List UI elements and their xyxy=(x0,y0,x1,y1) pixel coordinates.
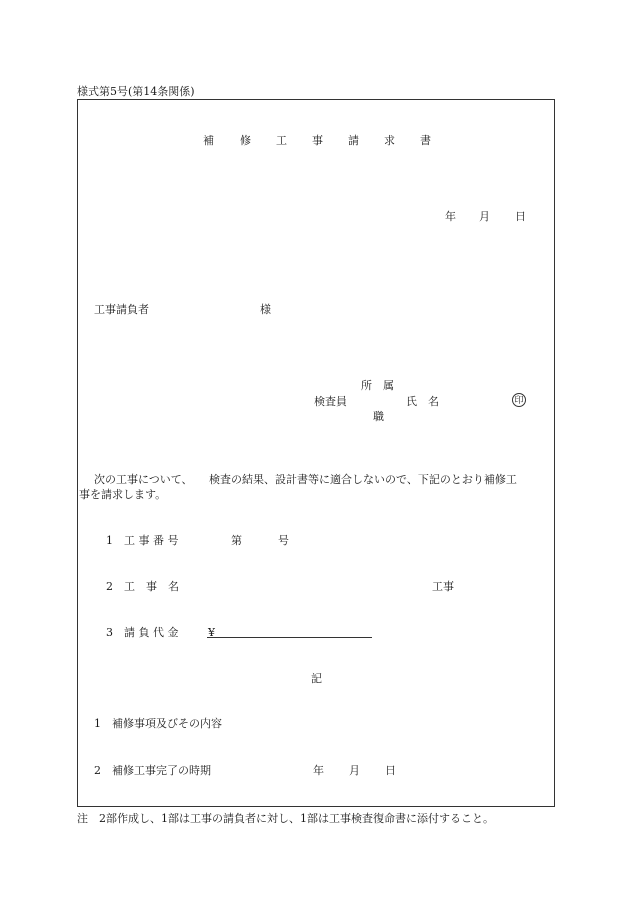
form-number-label: 様式第5号(第14条関係) xyxy=(77,85,195,98)
item1-label: 工 事 番 号 xyxy=(124,534,179,547)
seal-mark: 印 xyxy=(512,393,526,407)
body-text-line1: 次の工事について、 検査の結果、設計書等に適合しないので、下記のとおり補修工 xyxy=(94,473,517,486)
detail1-label: 補修事項及びその内容 xyxy=(112,717,222,730)
form-frame xyxy=(77,99,555,807)
title-char: 事 xyxy=(312,134,323,147)
item2-number: 2 xyxy=(106,580,113,593)
date-year: 年 xyxy=(445,210,456,223)
detail1-number: 1 xyxy=(94,717,101,730)
ki-heading: 記 xyxy=(311,672,322,685)
inspector-position: 職 xyxy=(373,410,384,423)
detail2-day: 日 xyxy=(385,764,396,777)
item3-number: 3 xyxy=(106,626,113,639)
detail2-number: 2 xyxy=(94,764,101,777)
inspector-label: 検査員 xyxy=(314,395,347,408)
detail2-month: 月 xyxy=(349,764,360,777)
inspector-affiliation: 所 属 xyxy=(361,379,394,392)
title-char: 請 xyxy=(348,134,359,147)
item1-number: 1 xyxy=(106,534,113,547)
item2-suffix: 工事 xyxy=(432,580,454,593)
date-day: 日 xyxy=(515,210,526,223)
inspector-name-label: 氏 名 xyxy=(406,395,439,408)
detail2-label: 補修工事完了の時期 xyxy=(112,764,211,777)
item3-label: 請 負 代 金 xyxy=(124,626,179,639)
item1-go: 号 xyxy=(278,534,289,547)
body-text-line2: 事を請求します。 xyxy=(79,488,167,501)
amount-underline xyxy=(207,637,372,638)
date-month: 月 xyxy=(479,210,490,223)
title-char: 書 xyxy=(420,134,431,147)
title-char: 求 xyxy=(384,134,395,147)
title-char: 工 xyxy=(276,134,287,147)
title-char: 修 xyxy=(240,134,251,147)
footnote: 注 2部作成し、1部は工事の請負者に対し、1部は工事検査復命書に添付すること。 xyxy=(77,812,494,825)
addressee-label: 工事請負者 xyxy=(94,303,149,316)
yen-sign: ¥ xyxy=(208,626,215,639)
title-char: 補 xyxy=(203,134,214,147)
item1-dai: 第 xyxy=(231,534,242,547)
item2-label: 工 事 名 xyxy=(124,580,179,593)
detail2-year: 年 xyxy=(313,764,324,777)
addressee-honorific: 様 xyxy=(260,303,271,316)
